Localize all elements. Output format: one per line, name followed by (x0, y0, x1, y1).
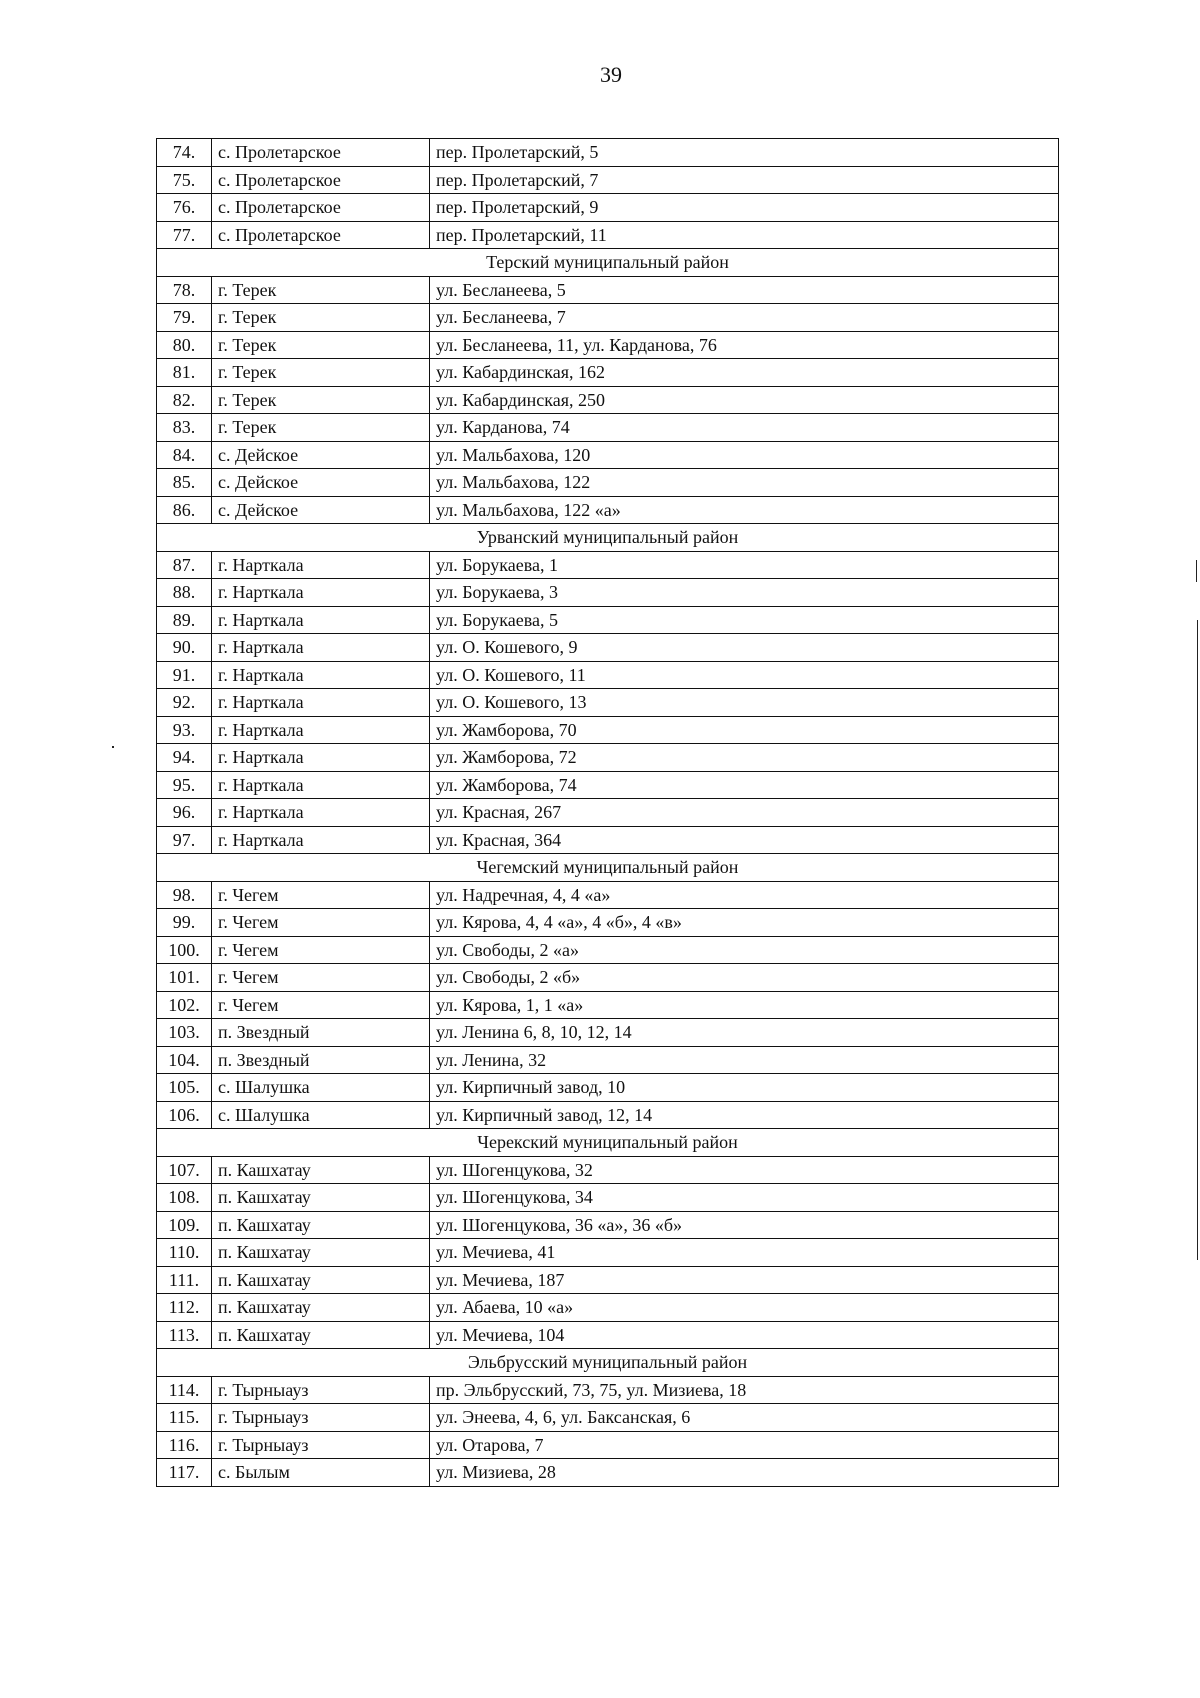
table-row (157, 1294, 1059, 1322)
table-row (157, 826, 1059, 854)
address-cell: ул. Мальбахова, 120 (430, 441, 1059, 469)
table-row (157, 634, 1059, 662)
address-cell: ул. Борукаева, 3 (430, 579, 1059, 607)
row-number: 116. (157, 1431, 212, 1459)
settlement-cell: п. Кашхатау (212, 1321, 430, 1349)
address-cell: пер. Пролетарский, 5 (430, 139, 1059, 167)
row-number: 91. (157, 661, 212, 689)
row-number: 93. (157, 716, 212, 744)
settlement-cell: с. Пролетарское (212, 166, 430, 194)
row-number: 87. (157, 551, 212, 579)
row-number: 75. (157, 166, 212, 194)
address-cell: ул. Красная, 267 (430, 799, 1059, 827)
table-row (157, 414, 1059, 442)
address-cell: ул. Энеева, 4, 6, ул. Баксанская, 6 (430, 1404, 1059, 1432)
address-cell: ул. Кабардинская, 250 (430, 386, 1059, 414)
settlement-cell: с. Пролетарское (212, 139, 430, 167)
table-row (157, 469, 1059, 497)
settlement-cell: с. Шалушка (212, 1074, 430, 1102)
settlement-cell: с. Дейское (212, 469, 430, 497)
settlement-cell: п. Кашхатау (212, 1211, 430, 1239)
row-number: 117. (157, 1459, 212, 1487)
settlement-cell: г. Терек (212, 386, 430, 414)
address-cell: ул. Жамборова, 74 (430, 771, 1059, 799)
settlement-cell: г. Нарткала (212, 744, 430, 772)
settlement-cell: п. Звездный (212, 1019, 430, 1047)
row-number: 112. (157, 1294, 212, 1322)
address-cell: пер. Пролетарский, 9 (430, 194, 1059, 222)
settlement-cell: г. Нарткала (212, 799, 430, 827)
section-title: Эльбрусский муниципальный район (157, 1349, 1059, 1377)
table-row (157, 1239, 1059, 1267)
settlement-cell: г. Чегем (212, 936, 430, 964)
address-cell: ул. Свободы, 2 «б» (430, 964, 1059, 992)
scan-dot-mark (112, 746, 114, 748)
settlement-cell: г. Терек (212, 359, 430, 387)
page-number: 39 (600, 62, 622, 87)
row-number: 99. (157, 909, 212, 937)
settlement-cell: п. Кашхатау (212, 1239, 430, 1267)
settlement-cell: г. Чегем (212, 991, 430, 1019)
table-row (157, 771, 1059, 799)
row-number: 78. (157, 276, 212, 304)
row-number: 105. (157, 1074, 212, 1102)
table-row (157, 1211, 1059, 1239)
address-cell: ул. Ленина 6, 8, 10, 12, 14 (430, 1019, 1059, 1047)
settlement-cell: г. Нарткала (212, 716, 430, 744)
row-number: 115. (157, 1404, 212, 1432)
row-number: 104. (157, 1046, 212, 1074)
row-number: 90. (157, 634, 212, 662)
address-cell: ул. Бесланеева, 5 (430, 276, 1059, 304)
row-number: 80. (157, 331, 212, 359)
table-row (157, 359, 1059, 387)
settlement-cell: г. Терек (212, 276, 430, 304)
address-cell: ул. Шогенцукова, 32 (430, 1156, 1059, 1184)
address-cell: ул. Шогенцукова, 36 «а», 36 «б» (430, 1211, 1059, 1239)
row-number: 108. (157, 1184, 212, 1212)
settlement-cell: с. Дейское (212, 441, 430, 469)
settlement-cell: п. Звездный (212, 1046, 430, 1074)
section-row (157, 524, 1059, 552)
section-title: Чегемский муниципальный район (157, 854, 1059, 882)
address-cell: ул. О. Кошевого, 11 (430, 661, 1059, 689)
section-row (157, 1129, 1059, 1157)
address-cell: ул. Борукаева, 1 (430, 551, 1059, 579)
settlement-cell: г. Чегем (212, 909, 430, 937)
row-number: 98. (157, 881, 212, 909)
row-number: 82. (157, 386, 212, 414)
table-row (157, 1404, 1059, 1432)
address-cell: ул. Кирпичный завод, 10 (430, 1074, 1059, 1102)
settlement-cell: с. Пролетарское (212, 221, 430, 249)
table-row (157, 1266, 1059, 1294)
address-table-body (157, 139, 1059, 1487)
row-number: 103. (157, 1019, 212, 1047)
row-number: 96. (157, 799, 212, 827)
table-row (157, 1046, 1059, 1074)
row-number: 95. (157, 771, 212, 799)
row-number: 81. (157, 359, 212, 387)
settlement-cell: г. Чегем (212, 964, 430, 992)
settlement-cell: п. Кашхатау (212, 1184, 430, 1212)
row-number: 101. (157, 964, 212, 992)
settlement-cell: п. Кашхатау (212, 1156, 430, 1184)
row-number: 74. (157, 139, 212, 167)
table-row (157, 1321, 1059, 1349)
row-number: 107. (157, 1156, 212, 1184)
row-number: 92. (157, 689, 212, 717)
table-row (157, 496, 1059, 524)
settlement-cell: г. Нарткала (212, 634, 430, 662)
section-row (157, 249, 1059, 277)
settlement-cell: г. Нарткала (212, 771, 430, 799)
settlement-cell: с. Былым (212, 1459, 430, 1487)
settlement-cell: п. Кашхатау (212, 1266, 430, 1294)
address-cell: ул. Надречная, 4, 4 «а» (430, 881, 1059, 909)
address-cell: ул. Мечиева, 104 (430, 1321, 1059, 1349)
address-cell: ул. Мечиева, 41 (430, 1239, 1059, 1267)
address-cell: пер. Пролетарский, 11 (430, 221, 1059, 249)
table-row (157, 991, 1059, 1019)
row-number: 106. (157, 1101, 212, 1129)
settlement-cell: г. Тырныауз (212, 1404, 430, 1432)
address-cell: ул. О. Кошевого, 9 (430, 634, 1059, 662)
table-row (157, 139, 1059, 167)
table-row (157, 661, 1059, 689)
row-number: 77. (157, 221, 212, 249)
address-cell: ул. Абаева, 10 «а» (430, 1294, 1059, 1322)
table-row (157, 799, 1059, 827)
address-cell: ул. Кярова, 1, 1 «а» (430, 991, 1059, 1019)
scan-edge-mark (1196, 560, 1197, 582)
address-cell: ул. О. Кошевого, 13 (430, 689, 1059, 717)
address-cell: ул. Карданова, 74 (430, 414, 1059, 442)
table-row (157, 1376, 1059, 1404)
row-number: 109. (157, 1211, 212, 1239)
settlement-cell: г. Терек (212, 304, 430, 332)
address-cell: ул. Кирпичный завод, 12, 14 (430, 1101, 1059, 1129)
address-cell: ул. Бесланеева, 7 (430, 304, 1059, 332)
table-row (157, 441, 1059, 469)
address-cell: ул. Жамборова, 72 (430, 744, 1059, 772)
row-number: 94. (157, 744, 212, 772)
row-number: 114. (157, 1376, 212, 1404)
settlement-cell: с. Пролетарское (212, 194, 430, 222)
row-number: 84. (157, 441, 212, 469)
table-row (157, 936, 1059, 964)
settlement-cell: г. Тырныауз (212, 1376, 430, 1404)
address-cell: пр. Эльбрусский, 73, 75, ул. Мизиева, 18 (430, 1376, 1059, 1404)
table-row (157, 909, 1059, 937)
address-cell: ул. Кабардинская, 162 (430, 359, 1059, 387)
address-cell: пер. Пролетарский, 7 (430, 166, 1059, 194)
settlement-cell: г. Терек (212, 414, 430, 442)
table-row (157, 716, 1059, 744)
address-cell: ул. Мечиева, 187 (430, 1266, 1059, 1294)
row-number: 89. (157, 606, 212, 634)
address-table (156, 138, 1059, 1487)
settlement-cell: г. Нарткала (212, 579, 430, 607)
settlement-cell: г. Чегем (212, 881, 430, 909)
address-cell: ул. Ленина, 32 (430, 1046, 1059, 1074)
address-cell: ул. Красная, 364 (430, 826, 1059, 854)
table-row (157, 194, 1059, 222)
table-row (157, 1459, 1059, 1487)
row-number: 88. (157, 579, 212, 607)
table-row (157, 221, 1059, 249)
row-number: 110. (157, 1239, 212, 1267)
row-number: 113. (157, 1321, 212, 1349)
row-number: 97. (157, 826, 212, 854)
table-row (157, 551, 1059, 579)
section-title: Урванский муниципальный район (157, 524, 1059, 552)
row-number: 76. (157, 194, 212, 222)
row-number: 86. (157, 496, 212, 524)
table-row (157, 1156, 1059, 1184)
settlement-cell: с. Шалушка (212, 1101, 430, 1129)
address-cell: ул. Мальбахова, 122 «а» (430, 496, 1059, 524)
settlement-cell: п. Кашхатау (212, 1294, 430, 1322)
settlement-cell: г. Нарткала (212, 661, 430, 689)
section-row (157, 854, 1059, 882)
table-row (157, 304, 1059, 332)
row-number: 83. (157, 414, 212, 442)
table-row (157, 1184, 1059, 1212)
table-row (157, 964, 1059, 992)
table-row (157, 1074, 1059, 1102)
address-cell: ул. Борукаева, 5 (430, 606, 1059, 634)
table-row (157, 166, 1059, 194)
address-cell: ул. Кярова, 4, 4 «а», 4 «б», 4 «в» (430, 909, 1059, 937)
section-title: Черекский муниципальный район (157, 1129, 1059, 1157)
settlement-cell: г. Нарткала (212, 551, 430, 579)
address-cell: ул. Мизиева, 28 (430, 1459, 1059, 1487)
table-row (157, 276, 1059, 304)
address-cell: ул. Свободы, 2 «а» (430, 936, 1059, 964)
settlement-cell: г. Нарткала (212, 606, 430, 634)
row-number: 79. (157, 304, 212, 332)
settlement-cell: г. Терек (212, 331, 430, 359)
address-cell: ул. Шогенцукова, 34 (430, 1184, 1059, 1212)
table-row (157, 881, 1059, 909)
settlement-cell: г. Нарткала (212, 689, 430, 717)
settlement-cell: г. Тырныауз (212, 1431, 430, 1459)
section-title: Терский муниципальный район (157, 249, 1059, 277)
address-cell: ул. Мальбахова, 122 (430, 469, 1059, 497)
row-number: 85. (157, 469, 212, 497)
settlement-cell: г. Нарткала (212, 826, 430, 854)
address-cell: ул. Отарова, 7 (430, 1431, 1059, 1459)
table-row (157, 1431, 1059, 1459)
address-cell: ул. Жамборова, 70 (430, 716, 1059, 744)
table-row (157, 331, 1059, 359)
row-number: 111. (157, 1266, 212, 1294)
table-row (157, 744, 1059, 772)
table-row (157, 386, 1059, 414)
table-row (157, 1019, 1059, 1047)
table-row (157, 579, 1059, 607)
table-row (157, 1101, 1059, 1129)
table-row (157, 606, 1059, 634)
table-row (157, 689, 1059, 717)
section-row (157, 1349, 1059, 1377)
address-cell: ул. Бесланеева, 11, ул. Карданова, 76 (430, 331, 1059, 359)
row-number: 100. (157, 936, 212, 964)
settlement-cell: с. Дейское (212, 496, 430, 524)
row-number: 102. (157, 991, 212, 1019)
scan-edge-mark (1197, 620, 1198, 1260)
